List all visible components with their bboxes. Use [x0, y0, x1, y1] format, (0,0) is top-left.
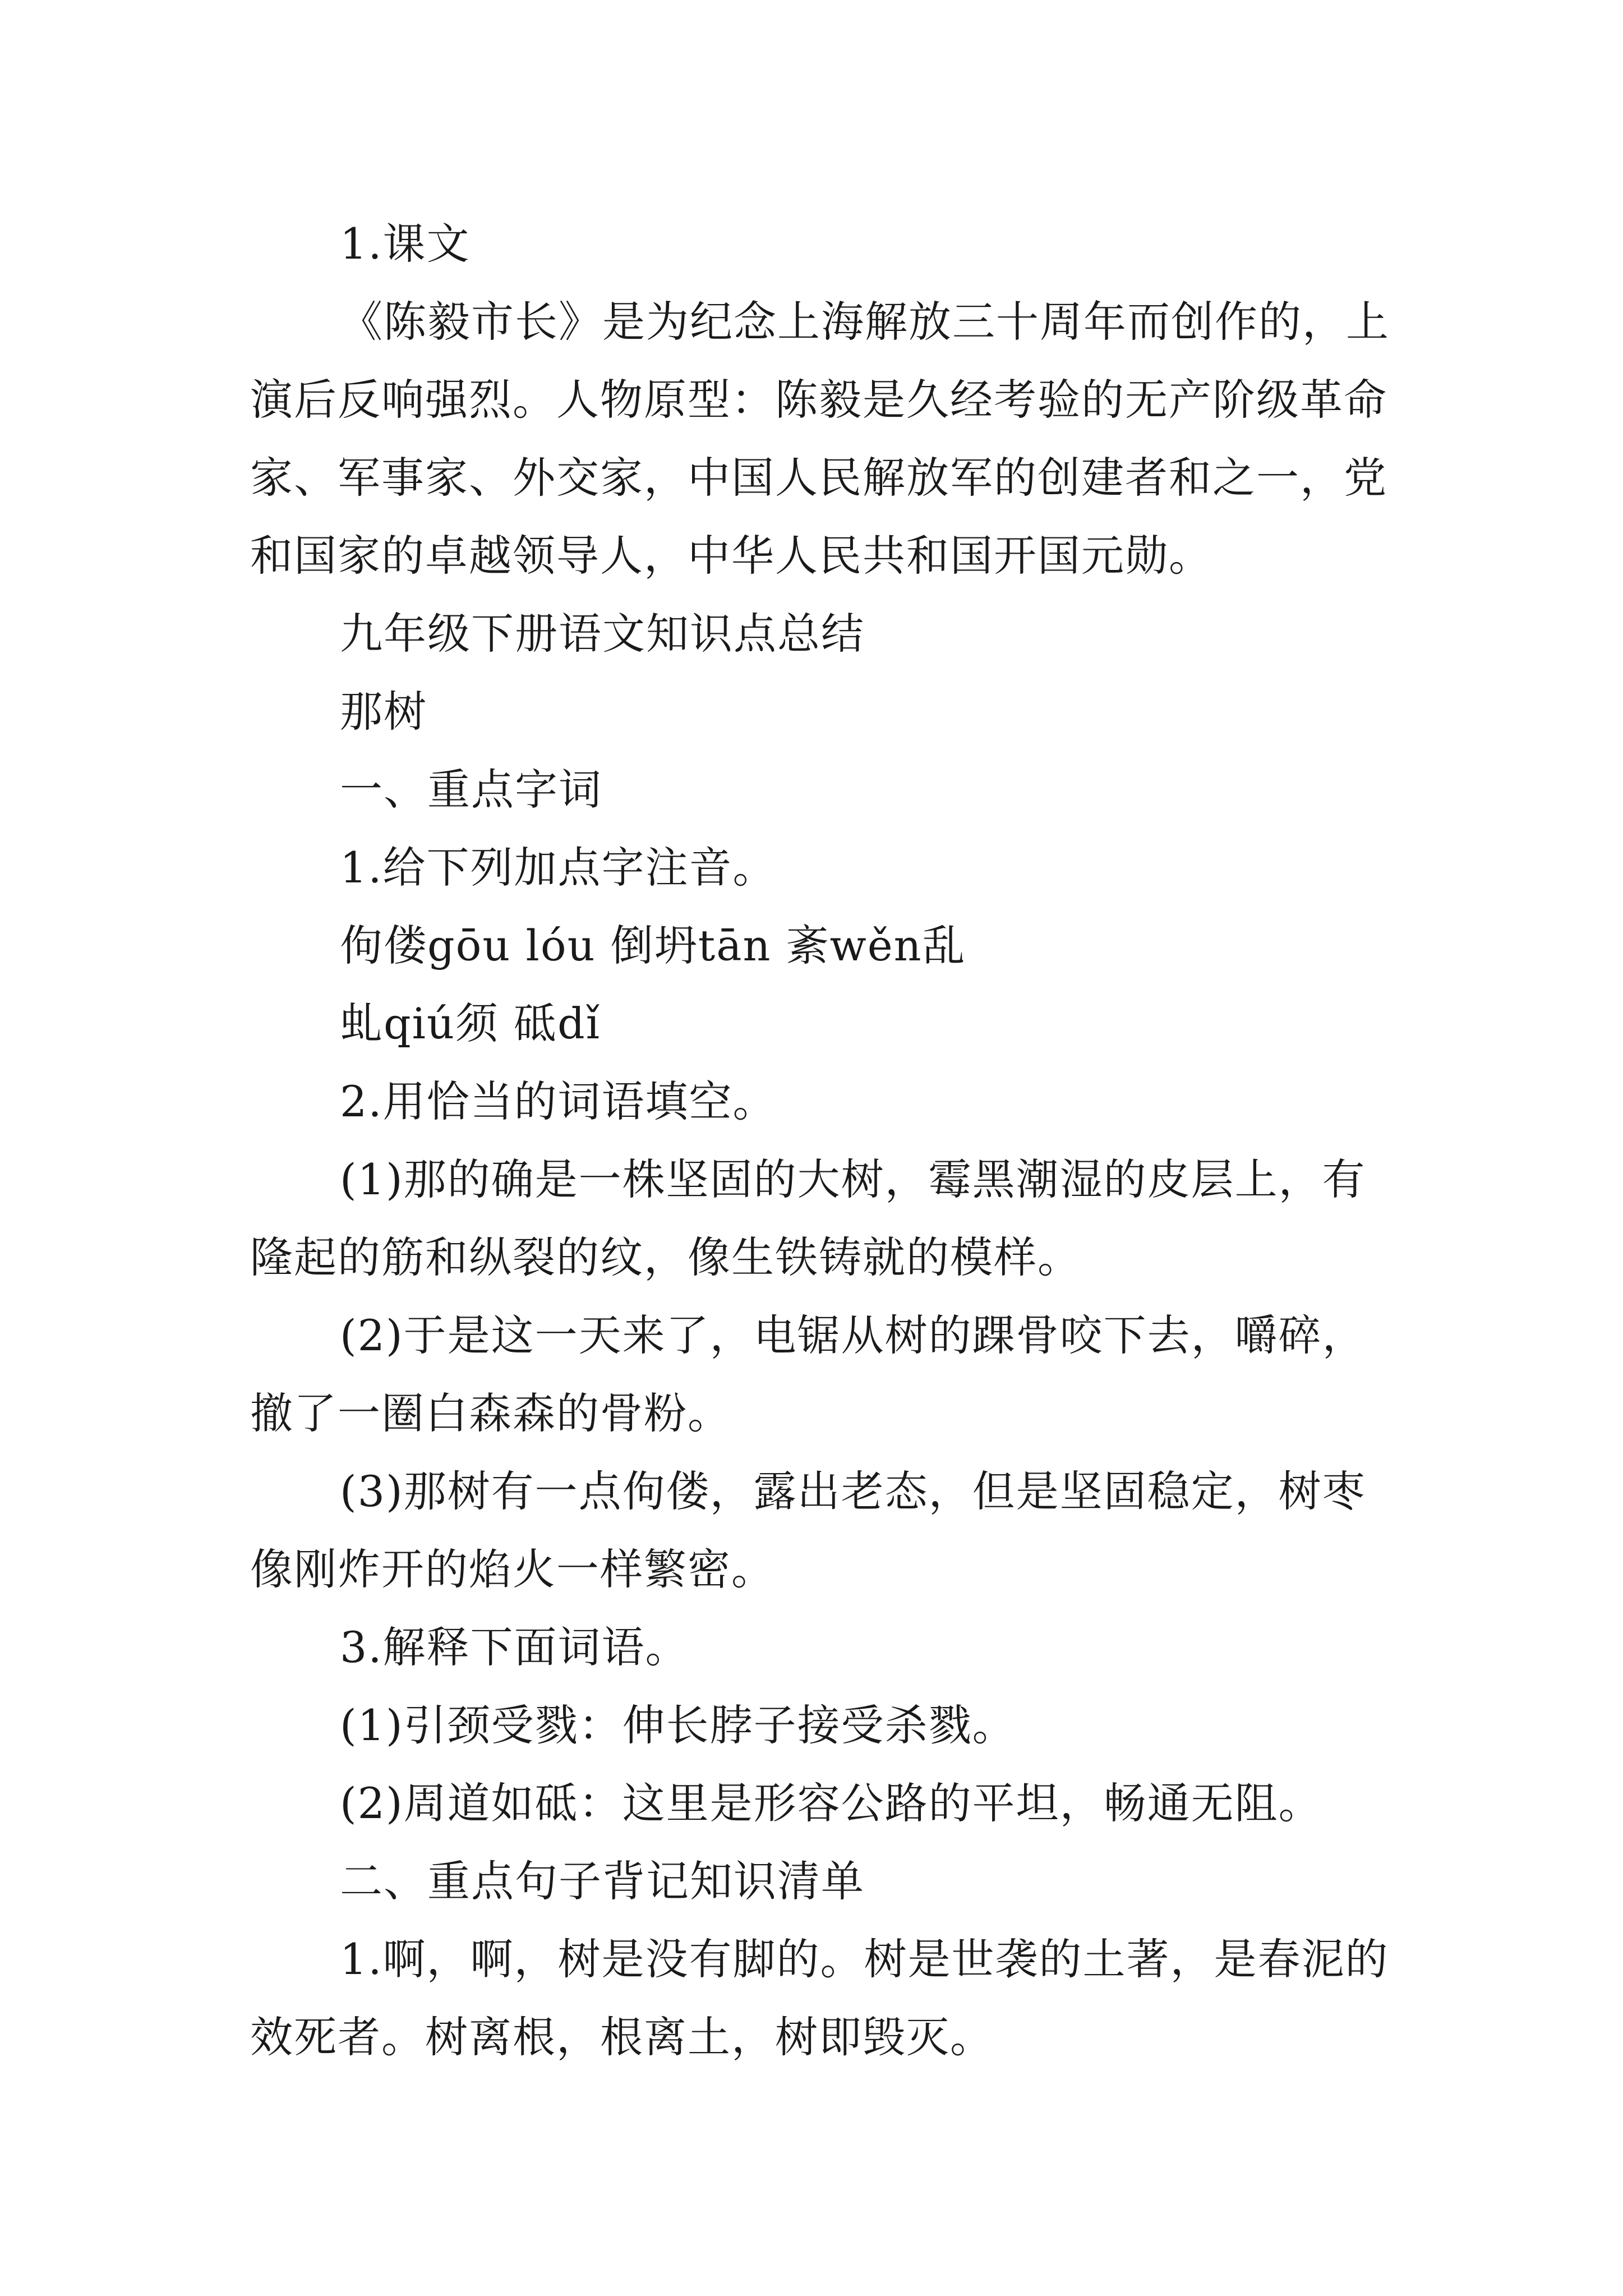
- paragraph-line: 家、军事家、外交家，中国人民解放军的创建者和之一，党: [250, 453, 1387, 503]
- question-heading: 1.给下列加点字注音。: [340, 843, 777, 892]
- lesson-title: 那树: [340, 687, 427, 737]
- pinyin-line: 虬qiú须 砥dǐ: [340, 999, 601, 1048]
- paragraph-line: 像刚炸开的焰火一样繁密。: [250, 1544, 775, 1594]
- paragraph-line: 《陈毅市长》是为纪念上海解放三十周年而创作的，上: [340, 297, 1390, 347]
- definition-line: (1)引颈受戮：伸长脖子接受杀戮。: [340, 1700, 1016, 1750]
- section-heading: 一、重点字词: [340, 765, 602, 815]
- definition-line: (2)周道如砥：这里是形容公路的平坦，畅通无阻。: [340, 1778, 1322, 1828]
- document-body: [250, 205, 1394, 2076]
- section-title: 九年级下册语文知识点总结: [340, 609, 865, 659]
- question-heading: 2.用恰当的词语填空。: [340, 1076, 777, 1126]
- paragraph-line: 撤了一圈白森森的骨粉。: [250, 1388, 731, 1438]
- question-heading: 3.解释下面词语。: [340, 1622, 689, 1672]
- paragraph-line: (2)于是这一天来了，电锯从树的踝骨咬下去，嚼碎，: [340, 1310, 1366, 1360]
- pinyin-line: 佝偻gōu lóu 倒坍tān 紊wěn乱: [340, 921, 966, 970]
- paragraph-line: 和国家的卓越领导人，中华人民共和国开国元勋。: [250, 531, 1212, 581]
- heading-lesson-text: 1.课文: [340, 219, 471, 269]
- section-heading: 二、重点句子背记知识清单: [340, 1856, 865, 1906]
- paragraph-line: 隆起的筋和纵裂的纹，像生铁铸就的模样。: [250, 1232, 1081, 1282]
- paragraph-line: 效死者。树离根，根离土，树即毁灭。: [250, 2012, 994, 2062]
- paragraph-line: (3)那树有一点佝偻，露出老态，但是坚固稳定，树枣: [340, 1466, 1366, 1516]
- paragraph-line: (1)那的确是一株坚固的大树，霉黑潮湿的皮层上，有: [340, 1154, 1366, 1204]
- paragraph-line: 1.啊，啊，树是没有脚的。树是世袭的土著，是春泥的: [340, 1934, 1389, 1984]
- paragraph-line: 演后反响强烈。人物原型：陈毅是久经考验的无产阶级革命: [250, 375, 1387, 425]
